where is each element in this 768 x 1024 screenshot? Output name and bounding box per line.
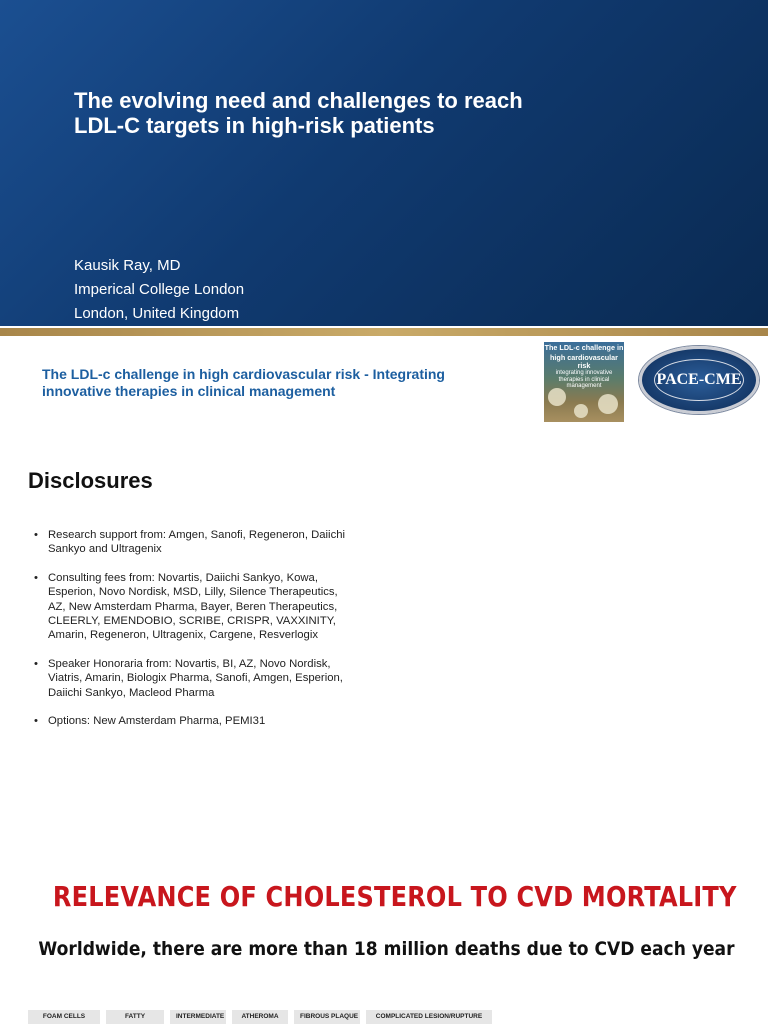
list-item-line: Esperion, Novo Nordisk, MSD, Lilly, Silence Therapeutics,	[48, 586, 338, 599]
bullet-icon: •	[34, 571, 38, 584]
stage-label: FATTY	[106, 1010, 164, 1024]
disclosures-list	[34, 528, 374, 742]
book-cover-line-1: The LDL-c challenge in	[544, 343, 624, 352]
list-item-line: AZ, New Amsterdam Pharma, Bayer, Beren Therapeutics,	[48, 600, 338, 613]
list-item-line: CLEERLY, EMENDOBIO, SCRIBE, CRISPR, VAXXINITY,	[48, 615, 336, 628]
atherosclerosis-stage-row	[28, 1010, 492, 1024]
accent-divider	[0, 326, 768, 336]
list-item-line: Research support from: Amgen, Sanofi, Regeneron, Daiichi	[48, 529, 346, 541]
author-location: London, United Kingdom	[74, 305, 240, 322]
title-line-1: The evolving need and challenges to reach	[74, 88, 523, 113]
author-name: Kausik Ray, MD	[74, 257, 181, 274]
list-item-line: Sankyo and Ultragenix	[48, 543, 162, 556]
bullet-icon: •	[34, 657, 38, 670]
presentation-title	[74, 88, 694, 138]
cvd-mortality-heading: RELEVANCE OF CHOLESTEROL TO CVD MORTALITY	[52, 880, 737, 913]
list-item	[34, 657, 374, 700]
stage-label: INTERMEDIATE	[170, 1010, 226, 1024]
subtitle-line-1: The LDL-c challenge in high cardiovascular risk - Integrating	[42, 366, 445, 382]
disclosures-heading: Disclosures	[28, 468, 153, 493]
stage-label: COMPLICATED LESION/RUPTURE	[366, 1010, 492, 1024]
logo-wordmark: PACE-CME	[656, 371, 742, 388]
title-footer-band	[0, 336, 768, 436]
list-item	[34, 571, 374, 643]
book-cover-line-4: therapies in clinical management	[558, 376, 610, 389]
cvd-deaths-subheading: Worldwide, there are more than 18 million deaths due to CVD each year	[38, 938, 735, 960]
pace-cme-logo	[639, 346, 759, 414]
book-cover-line-2: high cardiovascular risk	[550, 353, 618, 370]
program-subtitle	[42, 366, 502, 400]
author-block	[74, 254, 244, 326]
list-item-line: Amarin, Regeneron, Ultragenix, Cargene, Resverlogix	[48, 629, 319, 642]
stage-label: FOAM CELLS	[28, 1010, 100, 1024]
bullet-icon: •	[34, 529, 38, 541]
book-cover-image	[544, 342, 624, 422]
list-item-line: Speaker Honoraria from: Novartis, BI, AZ, Novo Nordisk,	[48, 657, 331, 670]
bullet-icon: •	[34, 715, 38, 728]
book-cover-decoration	[598, 394, 618, 414]
stage-label: FIBROUS PLAQUE	[294, 1010, 360, 1024]
author-institution: Imperical College London	[74, 281, 245, 298]
list-item-line: Daiichi Sankyo, Macleod Pharma	[48, 686, 215, 699]
list-item	[34, 714, 374, 728]
list-item-line: Viatris, Amarin, Biologix Pharma, Sanofi, Amgen, Esperion,	[48, 672, 343, 685]
title-line-2: LDL-C targets in high-risk patients	[74, 113, 435, 138]
book-cover-line-3: integrating innovative	[555, 370, 613, 376]
list-item	[34, 528, 374, 557]
book-cover-decoration	[574, 404, 588, 418]
list-item-line: Options: New Amsterdam Pharma, PEMI31	[48, 715, 266, 728]
subtitle-line-2: innovative therapies in clinical management	[42, 383, 336, 399]
stage-label: ATHEROMA	[232, 1010, 288, 1024]
book-cover-decoration	[548, 388, 566, 406]
list-item-line: Consulting fees from: Novartis, Daiichi Sankyo, Kowa,	[48, 571, 318, 584]
title-slide	[0, 0, 768, 326]
